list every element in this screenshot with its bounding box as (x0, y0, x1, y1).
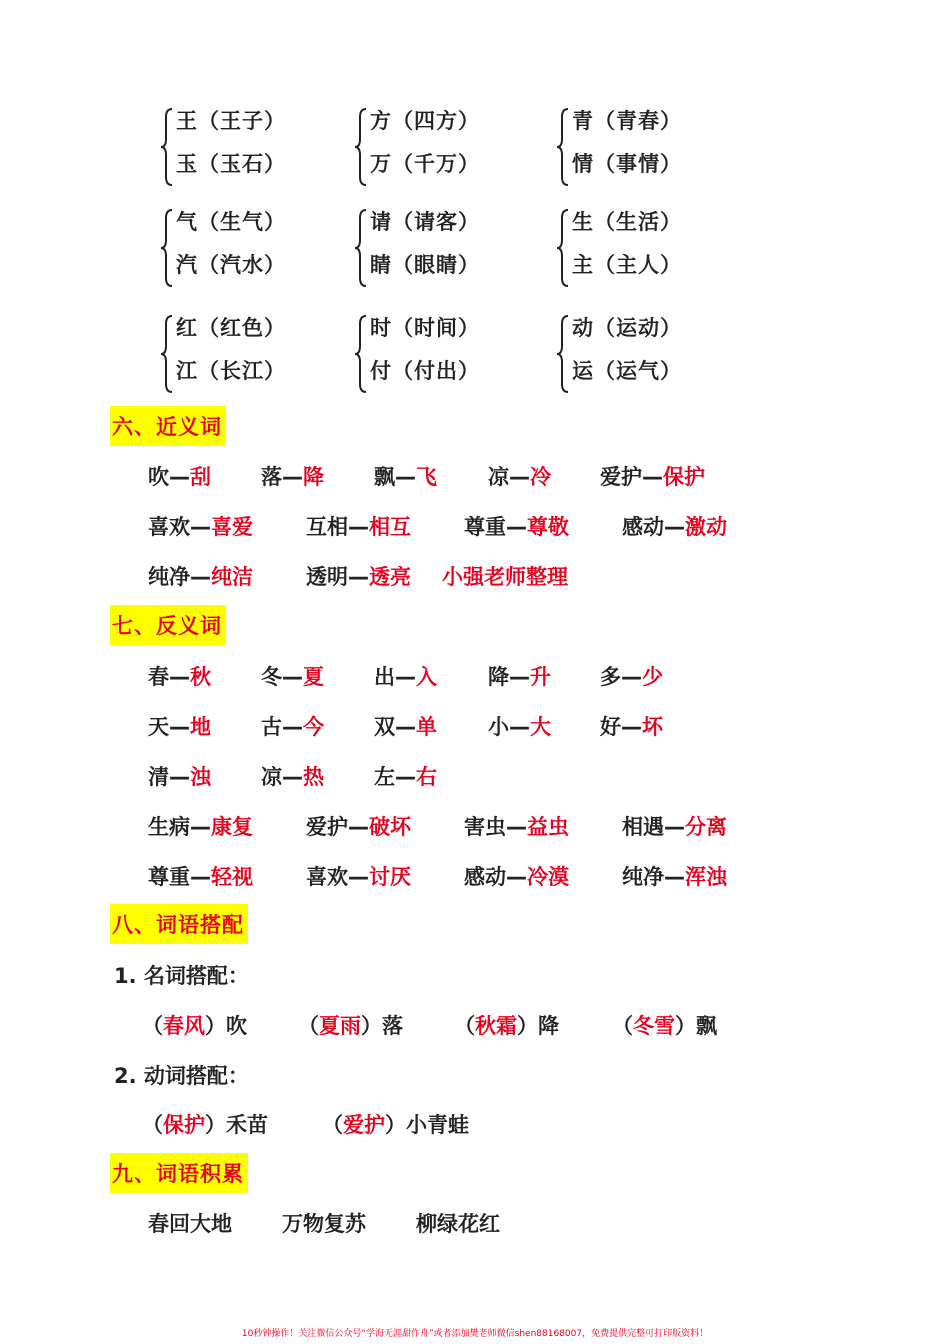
char-group (556, 107, 706, 187)
antonym-pair (374, 711, 437, 741)
word-right: 浑浊 (685, 865, 727, 889)
word-left: 喜欢 (148, 515, 190, 539)
char-group-line: 青（青春） (572, 109, 682, 133)
char-group-line: 王（王子） (176, 109, 286, 133)
synonym-pair (374, 461, 437, 491)
brace-icon (160, 314, 174, 394)
author-note: 小强老师整理 (442, 565, 568, 589)
word-right: 康复 (211, 815, 253, 839)
word-left: 好 (600, 715, 621, 739)
word-left: 降 (488, 665, 509, 689)
brace-icon (354, 107, 368, 187)
dash: — (169, 465, 190, 489)
paren-close: ） (205, 1014, 226, 1038)
brace-icon (160, 107, 174, 187)
dash: — (169, 665, 190, 689)
char-group (160, 314, 310, 394)
char-group-line: 万（千万） (370, 152, 480, 176)
word-right: 纯洁 (211, 565, 253, 589)
word-right: 热 (303, 765, 324, 789)
word-right: 单 (416, 715, 437, 739)
word-left: 古 (261, 715, 282, 739)
noun-collocation (142, 1010, 247, 1040)
noun-collocation-heading: 1. 名词搭配： (114, 964, 249, 988)
paren-open: （ (612, 1014, 633, 1038)
word-left: 落 (261, 465, 282, 489)
synonym-pair (148, 461, 211, 491)
paren-close: ） (361, 1014, 382, 1038)
paren-open: （ (322, 1113, 343, 1137)
footer-notice: 10秒钟操作！关注微信公众号“学海无涯甜作舟”或者添加樊老师微信shen88168007，免费提供完整可打印版资料！ (241, 1329, 709, 1339)
dash: — (395, 765, 416, 789)
word-left: 感动 (464, 865, 506, 889)
antonym-pair (622, 861, 727, 891)
char-group-line: 江（长江） (176, 359, 286, 383)
word-left: 尊重 (464, 515, 506, 539)
brace-icon (160, 208, 174, 288)
char-group-line: 请（请客） (370, 210, 480, 234)
char-group-line: 气（生气） (176, 210, 286, 234)
brace-icon (556, 208, 570, 288)
dash: — (190, 815, 211, 839)
word-right: 右 (416, 765, 437, 789)
collocation-answer: 保护 (163, 1113, 205, 1137)
char-group (160, 208, 310, 288)
antonym-pair (488, 711, 551, 741)
synonym-pair (261, 461, 324, 491)
dash: — (506, 515, 527, 539)
word-right: 冷漠 (527, 865, 569, 889)
antonym-pair (464, 811, 569, 841)
word-right: 保护 (663, 465, 705, 489)
antonym-pair (600, 661, 663, 691)
paren-close: ） (385, 1113, 406, 1137)
char-group-line: 生（生活） (572, 210, 682, 234)
char-group-line: 时（时间） (370, 316, 480, 340)
word-left: 凉 (488, 465, 509, 489)
word-left: 透明 (306, 565, 348, 589)
paren-open: （ (142, 1113, 163, 1137)
verb-collocation-heading: 2. 动词搭配： (114, 1064, 249, 1088)
word-left: 春 (148, 665, 169, 689)
dash: — (282, 715, 303, 739)
noun-collocation (612, 1010, 717, 1040)
dash: — (621, 715, 642, 739)
word-left: 爱护 (306, 815, 348, 839)
word-left: 尊重 (148, 865, 190, 889)
char-group-line: 红（红色） (176, 316, 286, 340)
collocation-word: 禾苗 (226, 1113, 268, 1137)
antonym-pair (148, 761, 211, 791)
dash: — (621, 665, 642, 689)
word-left: 感动 (622, 515, 664, 539)
word-left: 多 (600, 665, 621, 689)
word-right: 夏 (303, 665, 324, 689)
brace-icon (556, 107, 570, 187)
antonym-pair (148, 811, 253, 841)
synonym-pair (306, 511, 411, 541)
word-right: 飞 (416, 465, 437, 489)
paren-open: （ (142, 1014, 163, 1038)
word-right: 相互 (369, 515, 411, 539)
dash: — (190, 515, 211, 539)
word-left: 害虫 (464, 815, 506, 839)
paren-close: ） (205, 1113, 226, 1137)
dash: — (664, 815, 685, 839)
word-right: 激动 (685, 515, 727, 539)
word-right: 分离 (685, 815, 727, 839)
word-left: 冬 (261, 665, 282, 689)
word-left: 天 (148, 715, 169, 739)
dash: — (348, 565, 369, 589)
brace-icon (556, 314, 570, 394)
dash: — (642, 465, 663, 489)
collocation-word: 落 (382, 1014, 403, 1038)
synonym-pair (464, 511, 569, 541)
word-left: 纯净 (622, 865, 664, 889)
word-left: 生病 (148, 815, 190, 839)
word-left: 双 (374, 715, 395, 739)
dash: — (190, 565, 211, 589)
word-left: 左 (374, 765, 395, 789)
dash: — (282, 665, 303, 689)
collocation-answer: 冬雪 (633, 1014, 675, 1038)
paren-open: （ (454, 1014, 475, 1038)
word-right: 地 (190, 715, 211, 739)
section-6-title: 六、近义词 (110, 406, 226, 446)
char-group (556, 208, 706, 288)
antonym-pair (261, 761, 324, 791)
synonym-pair (622, 511, 727, 541)
word-right: 轻视 (211, 865, 253, 889)
noun-collocation (454, 1010, 559, 1040)
word-left: 凉 (261, 765, 282, 789)
paren-close: ） (517, 1014, 538, 1038)
dash: — (506, 815, 527, 839)
char-group-line: 玉（玉石） (176, 152, 286, 176)
collocation-word: 吹 (226, 1014, 247, 1038)
dash: — (190, 865, 211, 889)
antonym-pair (306, 861, 411, 891)
antonym-pair (622, 811, 727, 841)
collocation-answer: 春风 (163, 1014, 205, 1038)
verb-collocation (322, 1109, 469, 1139)
antonym-pair (306, 811, 411, 841)
dash: — (395, 715, 416, 739)
accumulated-word: 万物复苏 (282, 1212, 366, 1236)
section-8-title: 八、词语搭配 (110, 904, 248, 944)
word-right: 少 (642, 665, 663, 689)
word-left: 飘 (374, 465, 395, 489)
dash: — (348, 865, 369, 889)
word-right: 尊敬 (527, 515, 569, 539)
dash: — (664, 515, 685, 539)
antonym-pair (148, 661, 211, 691)
dash: — (509, 715, 530, 739)
word-right: 入 (416, 665, 437, 689)
dash: — (509, 465, 530, 489)
word-right: 坏 (642, 715, 663, 739)
antonym-pair (261, 661, 324, 691)
paren-close: ） (675, 1014, 696, 1038)
char-group-line: 睛（眼睛） (370, 253, 480, 277)
word-left: 相遇 (622, 815, 664, 839)
char-group-line: 运（运气） (572, 359, 682, 383)
word-left: 纯净 (148, 565, 190, 589)
word-right: 破坏 (369, 815, 411, 839)
dash: — (664, 865, 685, 889)
synonym-pair (488, 461, 551, 491)
char-group (160, 107, 310, 187)
collocation-word: 小青蛙 (406, 1113, 469, 1137)
synonym-pair (306, 561, 411, 591)
dash: — (169, 765, 190, 789)
word-left: 互相 (306, 515, 348, 539)
collocation-answer: 秋霜 (475, 1014, 517, 1038)
collocation-word: 降 (538, 1014, 559, 1038)
section-9-title: 九、词语积累 (110, 1153, 248, 1193)
dash: — (509, 665, 530, 689)
accumulated-word: 柳绿花红 (416, 1212, 500, 1236)
word-right: 浊 (190, 765, 211, 789)
dash: — (282, 465, 303, 489)
paren-open: （ (298, 1014, 319, 1038)
word-left: 爱护 (600, 465, 642, 489)
word-right: 喜爱 (211, 515, 253, 539)
char-group (556, 314, 706, 394)
word-right: 刮 (190, 465, 211, 489)
word-right: 透亮 (369, 565, 411, 589)
word-right: 降 (303, 465, 324, 489)
word-right: 讨厌 (369, 865, 411, 889)
char-group-line: 情（事情） (572, 152, 682, 176)
antonym-pair (374, 661, 437, 691)
word-right: 冷 (530, 465, 551, 489)
word-left: 清 (148, 765, 169, 789)
char-group-line: 动（运动） (572, 316, 682, 340)
char-group-line: 付（付出） (370, 359, 480, 383)
dash: — (395, 465, 416, 489)
char-group (354, 208, 504, 288)
dash: — (348, 815, 369, 839)
word-left: 出 (374, 665, 395, 689)
char-group (354, 107, 504, 187)
dash: — (348, 515, 369, 539)
word-right: 秋 (190, 665, 211, 689)
accumulated-word: 春回大地 (148, 1212, 232, 1236)
antonym-pair (374, 761, 437, 791)
word-left: 吹 (148, 465, 169, 489)
synonym-pair (148, 511, 253, 541)
word-right: 今 (303, 715, 324, 739)
synonym-pair (148, 561, 253, 591)
dash: — (169, 715, 190, 739)
collocation-answer: 夏雨 (319, 1014, 361, 1038)
char-group-line: 方（四方） (370, 109, 480, 133)
word-left: 喜欢 (306, 865, 348, 889)
antonym-pair (148, 711, 211, 741)
dash: — (282, 765, 303, 789)
antonym-pair (464, 861, 569, 891)
section-7-title: 七、反义词 (110, 605, 226, 645)
collocation-answer: 爱护 (343, 1113, 385, 1137)
antonym-pair (600, 711, 663, 741)
brace-icon (354, 208, 368, 288)
char-group (354, 314, 504, 394)
word-right: 大 (530, 715, 551, 739)
char-group-line: 主（主人） (572, 253, 682, 277)
char-group-line: 汽（汽水） (176, 253, 286, 277)
word-right: 益虫 (527, 815, 569, 839)
antonym-pair (261, 711, 324, 741)
antonym-pair (148, 861, 253, 891)
word-left: 小 (488, 715, 509, 739)
synonym-pair (600, 461, 705, 491)
collocation-word: 飘 (696, 1014, 717, 1038)
noun-collocation (298, 1010, 403, 1040)
dash: — (506, 865, 527, 889)
word-right: 升 (530, 665, 551, 689)
antonym-pair (488, 661, 551, 691)
brace-icon (354, 314, 368, 394)
verb-collocation (142, 1109, 268, 1139)
dash: — (395, 665, 416, 689)
